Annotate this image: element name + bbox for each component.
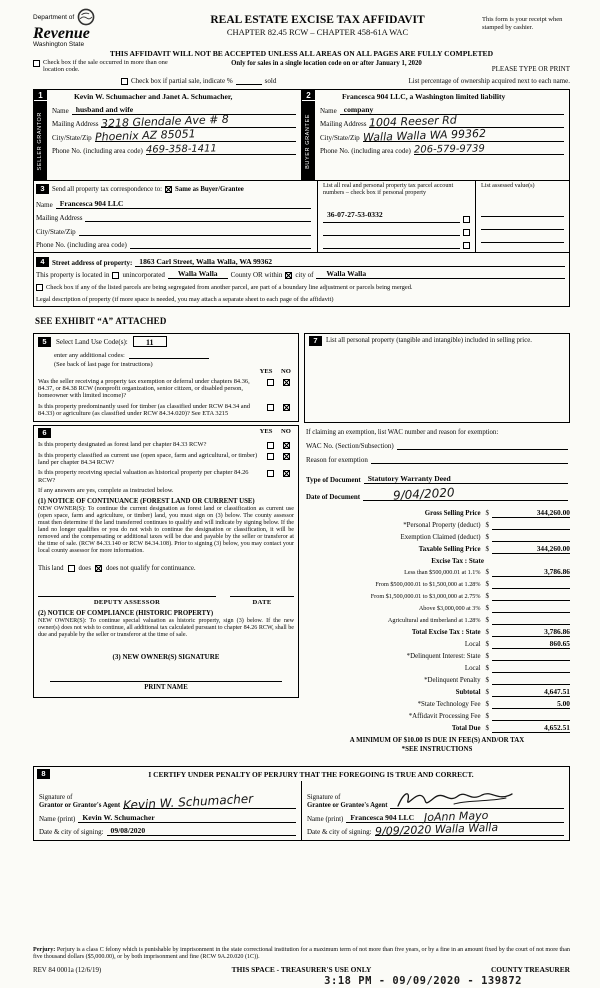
unincorporated-label: unincorporated xyxy=(122,271,165,279)
grantor-date-city-value: 09/08/2020 xyxy=(110,826,146,836)
same-as-buyer-label: Same as Buyer/Grantee xyxy=(175,185,244,193)
buyer-mailing-label: Mailing Address xyxy=(320,120,367,128)
section-2-number: 2 xyxy=(302,90,315,101)
buyer-name-line1: Francesca 904 LLC, a Washington limited liability xyxy=(342,92,506,101)
city-checkbox[interactable] xyxy=(285,272,292,279)
minimum-fee-note: A MINIMUM OF $10.00 IS DUE IN FEE(S) AND/OR TAX xyxy=(349,737,525,745)
parties-block xyxy=(33,89,570,181)
rate-3-label: From $1,500,000.01 to $3,000,000 at 2.75% xyxy=(370,593,481,601)
delinquent-local-value[interactable] xyxy=(492,664,570,673)
seller-name-line1: Kevin W. Schumacher and Janet A. Schumacher, xyxy=(74,92,233,101)
grantor-signature-of-label: Signature of xyxy=(39,793,73,801)
single-location-note: Only for sales in a single location code on or after January 1, 2020 xyxy=(231,60,422,67)
wac-no-field[interactable] xyxy=(397,441,568,450)
see-back-note: (See back of last page for instructions) xyxy=(54,361,153,368)
certify-statement: I CERTIFY UNDER PENALTY OF PERJURY THAT THE FOREGOING IS TRUE AND CORRECT. xyxy=(148,769,474,779)
perjury-text: Perjury is a class C felony which is punishable by imprisonment in the state correctional institution for a maximum term of not more than five years, or by a fine in an amount fixed by the court of not more than five thousand dollars ($5,000.00), or by both imprisonment and fine (RCW 9A.20.020 (1C)). xyxy=(33,947,570,960)
cashier-stamp: 3:18 PM - 09/09/2020 - 139872 xyxy=(324,975,522,987)
segregated-checkbox[interactable] xyxy=(36,284,43,291)
buyer-phone-handwriting: 206-579-9739 xyxy=(413,143,485,156)
tax-computation-table: Gross Selling Price $ 344,260.00 *Personal Property (deduct) $ Exemption Claimed (deduct) $ Taxable Selling Price $ 344,260.00 Excise Tax : State Less than $500,000.01 at 1.1% $ 3,786.86 From $500,000.01 to $1,500,000 at 1.28% $ From $1,500,000.01 to $3,000,000 at 2.75% $ Above $3,000,000 at 3% $ Agricultural and timberland at 1.28% $ Total Excise Tax : State $ 3,786.86 Local $ 860.65 *Delinquent Interest: State $ Local $ *Delinquent Penalty $ Subtotal $ 4,647.51 *State Technology Fee $ 5.00 *Affidavit Processing Fee $ Total Due $ 4,652.51 xyxy=(304,506,570,733)
section-4-number: 4 xyxy=(36,257,49,267)
percent-sold-input[interactable] xyxy=(236,77,262,85)
corr-name-field[interactable] xyxy=(56,199,311,209)
perjury-statement xyxy=(33,947,570,961)
city-name-field[interactable]: Walla Walla xyxy=(316,269,565,279)
assessed-value-field-3[interactable] xyxy=(481,230,564,243)
total-due-label: Total Due xyxy=(451,725,481,733)
s6-question-1: Is this property designated as forest land per chapter 84.33 RCW? xyxy=(38,441,207,449)
s6-q2-yes-checkbox[interactable] xyxy=(267,453,274,460)
section-8-number: 8 xyxy=(37,769,50,779)
street-address-value: 1863 Carl Street, Walla Walla, WA 99362 xyxy=(139,257,273,266)
s5-q1-no-checkbox[interactable] xyxy=(283,379,290,386)
taxable-price-value[interactable]: 344,260.00 xyxy=(492,544,570,554)
land-use-label: Select Land Use Code(s): xyxy=(56,337,128,346)
seller-strip xyxy=(34,90,47,180)
assessed-values-header: List assessed value(s) xyxy=(481,182,535,189)
same-as-buyer-checkbox[interactable] xyxy=(165,186,172,193)
additional-codes-label: enter any additional codes: xyxy=(54,352,125,359)
assessed-value-field-2[interactable] xyxy=(481,217,564,230)
department-of-label: Department of xyxy=(33,13,75,21)
section-4 xyxy=(33,253,570,307)
grantor-signature-handwriting: Kevin W. Schumacher xyxy=(122,791,254,813)
grantor-name-print-field[interactable] xyxy=(78,813,296,823)
form-header xyxy=(33,5,570,48)
parcel-3-personal-checkbox[interactable] xyxy=(463,242,470,249)
parcel-1-personal-checkbox[interactable] xyxy=(463,216,470,223)
located-in-label: This property is located in xyxy=(36,271,110,279)
total-excise-state-value[interactable]: 3,786.86 xyxy=(492,627,570,637)
rate-2-label: From $500,000.01 to $1,500,000 at 1.28% xyxy=(375,581,481,589)
s5-question-2: Is this property predominantly used for timber (as classified under RCW 84.34 and 84.33) or agriculture (as classified under RCW 84.34.020)? See ETA 3215 xyxy=(38,402,250,417)
assessed-values-pane xyxy=(475,181,569,252)
rate-4-label: Above $3,000,000 at 3% xyxy=(418,605,481,613)
rate-2-value[interactable] xyxy=(492,580,570,589)
notice-1-title: (1) NOTICE OF CONTINUANCE (FOREST LAND OR CURRENT USE) xyxy=(38,497,255,505)
corr-name-value: Francesca 904 LLC xyxy=(59,198,124,208)
ownership-percentage-note: List percentage of ownership acquired next to each name. xyxy=(408,77,570,85)
corr-phone-field[interactable] xyxy=(130,240,311,249)
rate-3-value[interactable] xyxy=(492,592,570,601)
s5-question-1: Was the seller receiving a property tax exemption or deferral under chapters 84.36, 84.37, or 84.38 RCW (nonprofit organization, senior citizen, or disabled person, homeowner with limited income)? xyxy=(38,378,250,400)
seller-csz-label: City/State/Zip xyxy=(52,133,92,142)
see-instructions-note: *SEE INSTRUCTIONS xyxy=(401,745,473,753)
receipt-note: This form is your receipt when stamped by cashier. xyxy=(482,16,563,31)
partial-sale-checkbox[interactable] xyxy=(121,78,128,85)
doc-date-label: Date of Document xyxy=(306,493,361,502)
doc-type-field[interactable] xyxy=(364,474,568,484)
street-address-field[interactable] xyxy=(135,257,565,267)
grantee-name-print-label: Name (print) xyxy=(307,814,344,823)
city-of-label: city of xyxy=(295,271,314,279)
section6-yes-no-header: YES NO xyxy=(259,428,291,436)
grantee-date-city-label: Date & city of signing: xyxy=(307,828,372,837)
seller-phone-field[interactable] xyxy=(146,145,296,155)
corr-csz-field[interactable] xyxy=(79,227,311,236)
new-owner-signature-line[interactable] xyxy=(50,681,282,682)
perjury-label: Perjury: xyxy=(33,947,56,953)
section-6 xyxy=(33,425,299,698)
dor-logo xyxy=(33,5,153,48)
grantee-name-print-value: Francesca 904 LLC xyxy=(350,812,415,822)
exhibit-a-note: SEE EXHIBIT “A” ATTACHED xyxy=(35,316,167,326)
s6-q1-no-checkbox[interactable] xyxy=(283,442,290,449)
exemption-claim-label: If claiming an exemption, list WAC number and reason for exemption: xyxy=(306,429,499,436)
buyer-name-label: Name xyxy=(320,106,337,115)
personal-deduct-value[interactable] xyxy=(492,521,570,530)
s6-question-3: Is this property receiving special valuation as historical property per chapter 84.26 RCW? xyxy=(38,469,249,484)
county-or-label: County OR within xyxy=(230,271,283,279)
grantor-name-print-value: Kevin W. Schumacher xyxy=(82,812,155,822)
form-content xyxy=(33,5,570,841)
seller-mailing-label: Mailing Address xyxy=(52,120,99,128)
right-column xyxy=(304,333,570,754)
parcel-2-personal-checkbox[interactable] xyxy=(463,229,470,236)
local-value[interactable]: 860.65 xyxy=(492,639,570,649)
seller-name-label: Name xyxy=(52,106,69,115)
parcel-header: List all real and personal property tax parcel account numbers – check box if personal property xyxy=(323,182,454,196)
does-not-label: does not qualify for continuance. xyxy=(105,564,196,572)
affidavit-fee-value[interactable] xyxy=(492,712,570,721)
grantee-date-city-field[interactable] xyxy=(374,820,564,839)
form-rev-number: REV 84 0001a (12/6/19) xyxy=(33,967,102,974)
reason-exemption-label: Reason for exemption xyxy=(306,455,368,464)
parcel-field-1[interactable] xyxy=(323,204,460,223)
section-7 xyxy=(304,333,570,423)
delinquent-penalty-value[interactable] xyxy=(492,676,570,685)
seller-mailing-field[interactable] xyxy=(101,112,296,131)
seller-phone-handwriting: 469-358-1411 xyxy=(145,143,217,156)
exemption-deduct-value[interactable] xyxy=(492,533,570,542)
partial-sale-band xyxy=(33,77,570,85)
buyer-mailing-field[interactable] xyxy=(369,113,564,130)
delinquent-local-label: Local xyxy=(464,665,481,673)
form-chapter: CHAPTER 82.45 RCW – CHAPTER 458-61A WAC xyxy=(226,27,409,37)
notice-1-body: NEW OWNER(S): To continue the current designation as forest land or classification as current use (open space, farm and agriculture, or timber) land, you must sign on (3) below. The county assessor must then determine if the land transferred continues to qualify and will indicate by signing below. If the land no longer qualifies or you do not wish to continue the designation or classification, it will be removed and the compensating or additional taxes will be due and payable by the seller or transferor at the time of sale. (RCW 84.33.140 or RCW 84.34.108). Prior to signing (3) below, you may contact your local county assessor for more information. xyxy=(38,505,294,554)
buyer-mailing-handwriting: 1004 Reeser Rd xyxy=(369,113,458,130)
grantor-signature-field[interactable] xyxy=(122,791,296,813)
delinquent-interest-label: *Delinquent Interest: State xyxy=(406,653,481,661)
grantee-signature-column xyxy=(301,781,569,840)
section-3-number: 3 xyxy=(36,184,49,194)
tech-fee-value[interactable]: 5.00 xyxy=(492,699,570,709)
grantee-agent-label: Grantee or Grantee's Agent xyxy=(307,801,388,809)
parcel-field-2[interactable] xyxy=(323,227,460,236)
grantor-agent-label: Grantor or Grantor's Agent xyxy=(39,801,121,809)
section-3 xyxy=(33,181,570,253)
notice-2-body: NEW OWNER(S): To continue special valuation as historic property, sign (3) below. If the new owner(s) does not wish to continue, all additional tax calculated pursuant to chapter 84.26 RCW, shall be due and payable by the seller or transferor at the time of sale. xyxy=(38,617,294,638)
local-label: Local xyxy=(464,641,481,649)
personal-deduct-label: *Personal Property (deduct) xyxy=(403,522,481,530)
total-due-value[interactable]: 4,652.51 xyxy=(492,723,570,733)
section-7-number: 7 xyxy=(309,336,322,346)
washington-state-seal-icon xyxy=(77,8,95,26)
grantee-signature-scribble xyxy=(394,788,524,812)
does-label: does xyxy=(78,564,91,572)
s6-q3-no-checkbox[interactable] xyxy=(283,470,290,477)
legal-description-label: Legal description of property (if more space is needed, you may attach a separate sheet to each page of the affidavit) xyxy=(36,295,334,303)
new-owner-signature-title: (3) NEW OWNER(S) SIGNATURE xyxy=(112,652,220,661)
section-6-number: 6 xyxy=(38,428,51,438)
tax-correspondence-pane xyxy=(34,181,317,252)
assessed-value-field-1[interactable] xyxy=(481,204,564,217)
revenue-wordmark: Revenue xyxy=(33,25,90,42)
corr-mailing-field[interactable] xyxy=(85,213,311,222)
total-excise-state-label: Total Excise Tax : State xyxy=(411,629,481,637)
seller-name-field[interactable] xyxy=(72,105,296,115)
this-land-label: This land xyxy=(38,564,64,572)
section-5 xyxy=(33,333,299,422)
partial-sale-row xyxy=(121,77,276,85)
excise-tax-state-header: Excise Tax : State xyxy=(431,557,484,566)
buyer-csz-field[interactable] xyxy=(362,126,564,144)
corr-mailing-label: Mailing Address xyxy=(36,214,83,222)
grantor-date-city-label: Date & city of signing: xyxy=(39,828,104,837)
s6-question-2: Is this property classified as current use (open space, farm and agricultural, or timber) land per chapter 84.34 RCW? xyxy=(38,452,258,467)
parcel-number-1: 36-07-27-53-0332 xyxy=(327,210,383,219)
section-1-number: 1 xyxy=(34,90,47,101)
buyer-phone-label: Phone No. (including area code) xyxy=(320,147,411,155)
grantee-signature-of-label: Signature of xyxy=(307,793,341,801)
buyer-grantee-vertical-label: BUYER GRANTEE xyxy=(305,114,312,169)
buyer-section xyxy=(301,90,569,180)
buyer-phone-field[interactable] xyxy=(414,145,564,155)
corr-name-label: Name xyxy=(36,200,53,209)
washington-state-label: Washington State xyxy=(33,41,85,48)
sold-label: sold xyxy=(264,77,277,85)
seller-csz-handwriting: Phoenix AZ 85051 xyxy=(94,126,196,144)
subtotal-value[interactable]: 4,647.51 xyxy=(492,687,570,697)
segregated-label: Check box if any of the listed parcels are being segregated from another parcel, are part of a boundary line adjustment or parcels being merged. xyxy=(46,283,413,291)
treasurer-space-label: THIS SPACE - TREASURER'S USE ONLY xyxy=(231,965,372,974)
grantee-name-handwriting: JoAnn Mayo xyxy=(423,808,489,824)
rate-5-value[interactable] xyxy=(492,616,570,625)
deputy-date-line[interactable] xyxy=(230,596,294,597)
grantee-signature-field[interactable] xyxy=(390,800,564,809)
s6-q2-no-checkbox[interactable] xyxy=(283,453,290,460)
doc-date-field[interactable] xyxy=(363,485,568,503)
subtotal-label: Subtotal xyxy=(455,689,481,697)
title-block xyxy=(153,5,482,37)
middle-columns xyxy=(33,333,570,754)
gross-price-value[interactable]: 344,260.00 xyxy=(492,508,570,518)
land-does-checkbox[interactable] xyxy=(68,565,75,572)
gross-price-label: Gross Selling Price xyxy=(424,510,481,518)
delinquent-penalty-label: *Delinquent Penalty xyxy=(424,677,481,685)
document-block xyxy=(304,471,570,502)
seller-csz-field[interactable] xyxy=(94,126,296,144)
seller-grantor-vertical-label: SELLER GRANTOR xyxy=(37,112,44,171)
doc-date-handwriting: 9/04/2020 xyxy=(392,485,455,503)
send-correspondence-label: Send all property tax correspondence to: xyxy=(52,185,163,193)
rate-5-label: Agricultural and timberland at 1.28% xyxy=(387,617,481,625)
multi-location-label: Check box if the sale occurred in more than one location code. xyxy=(43,59,168,73)
multi-location-checkbox[interactable] xyxy=(33,60,40,67)
additional-codes-field[interactable] xyxy=(129,351,209,359)
warning-line: THIS AFFIDAVIT WILL NOT BE ACCEPTED UNLESS ALL AREAS ON ALL PAGES ARE FULLY COMPLETED xyxy=(109,49,494,58)
rate-1-label: Less than $500,000.01 at 1.1% xyxy=(404,569,481,577)
land-use-code-field[interactable]: 11 xyxy=(133,336,167,347)
section-8 xyxy=(33,766,570,841)
rate-4-value[interactable] xyxy=(492,604,570,613)
reason-exemption-field[interactable] xyxy=(371,455,568,464)
delinquent-interest-value[interactable] xyxy=(492,652,570,661)
partial-sale-label: Check box if partial sale, indicate % xyxy=(131,77,233,85)
form-title: REAL ESTATE EXCISE TAX AFFIDAVIT xyxy=(210,14,425,26)
parcel-field-3[interactable] xyxy=(323,240,460,249)
corr-csz-label: City/State/Zip xyxy=(36,227,76,236)
please-type-note: PLEASE TYPE OR PRINT xyxy=(491,65,570,73)
if-yes-note: If any answers are yes, complete as instructed below. xyxy=(38,486,174,494)
deputy-date-label: DATE xyxy=(252,598,272,606)
affidavit-fee-label: *Affidavit Processing Fee xyxy=(408,713,481,721)
grantor-signature-column xyxy=(34,781,301,840)
seller-mailing-handwriting: 3218 Glendale Ave # 8 xyxy=(101,112,230,131)
footer-row xyxy=(33,965,570,974)
notice-2-title: (2) NOTICE OF COMPLIANCE (HISTORIC PROPERTY) xyxy=(38,609,214,617)
section5-yes-no-header: YES NO xyxy=(259,368,291,375)
taxable-price-label: Taxable Selling Price xyxy=(418,546,481,554)
s6-q3-yes-checkbox[interactable] xyxy=(267,470,274,477)
buyer-strip xyxy=(302,90,315,180)
grantee-name-print-field[interactable] xyxy=(346,808,564,824)
doc-type-label: Type of Document xyxy=(306,476,361,485)
grantee-date-city-handwriting: 9/09/2020 Walla Walla xyxy=(374,820,498,839)
personal-property-label: List all personal property (tangible and intangible) included in selling price. xyxy=(326,337,532,344)
s5-q2-yes-checkbox[interactable] xyxy=(267,404,274,411)
multi-location-check-row xyxy=(33,59,178,73)
seller-name-line2: husband and wife xyxy=(75,104,134,114)
grantor-date-city-field[interactable] xyxy=(107,826,296,836)
exemption-block xyxy=(304,429,570,464)
street-address-label: Street address of property: xyxy=(52,259,133,267)
rate-1-value[interactable]: 3,786.86 xyxy=(492,567,570,577)
s6-q1-yes-checkbox[interactable] xyxy=(267,442,274,449)
exemption-deduct-label: Exemption Claimed (deduct) xyxy=(400,534,481,542)
wac-no-label: WAC No. (Section/Subsection) xyxy=(306,442,394,451)
unincorporated-checkbox[interactable] xyxy=(112,272,119,279)
print-name-label: PRINT NAME xyxy=(144,683,188,691)
tech-fee-label: *State Technology Fee xyxy=(417,701,481,709)
deputy-assessor-signature-line[interactable] xyxy=(38,596,216,597)
section-5-number: 5 xyxy=(38,337,51,347)
s5-q2-no-checkbox[interactable] xyxy=(283,404,290,411)
buyer-csz-handwriting: Walla Walla WA 99362 xyxy=(362,126,486,144)
doc-type-value: Statutory Warranty Deed xyxy=(367,474,451,484)
buyer-name-line2: company xyxy=(343,104,374,114)
s5-q1-yes-checkbox[interactable] xyxy=(267,379,274,386)
land-does-not-checkbox[interactable] xyxy=(95,565,102,572)
deputy-assessor-label: DEPUTY ASSESSOR xyxy=(93,598,161,606)
top-check-band xyxy=(33,59,570,73)
county-treasurer-label: COUNTY TREASURER xyxy=(490,965,570,974)
corr-phone-label: Phone No. (including area code) xyxy=(36,241,127,249)
seller-section xyxy=(34,90,301,180)
left-column xyxy=(33,333,299,698)
buyer-csz-label: City/State/Zip xyxy=(320,133,360,142)
seller-phone-label: Phone No. (including area code) xyxy=(52,147,143,155)
parcel-numbers-pane xyxy=(317,181,475,252)
grantor-name-print-label: Name (print) xyxy=(39,814,76,823)
county-name-field[interactable]: Walla Walla xyxy=(168,269,228,279)
